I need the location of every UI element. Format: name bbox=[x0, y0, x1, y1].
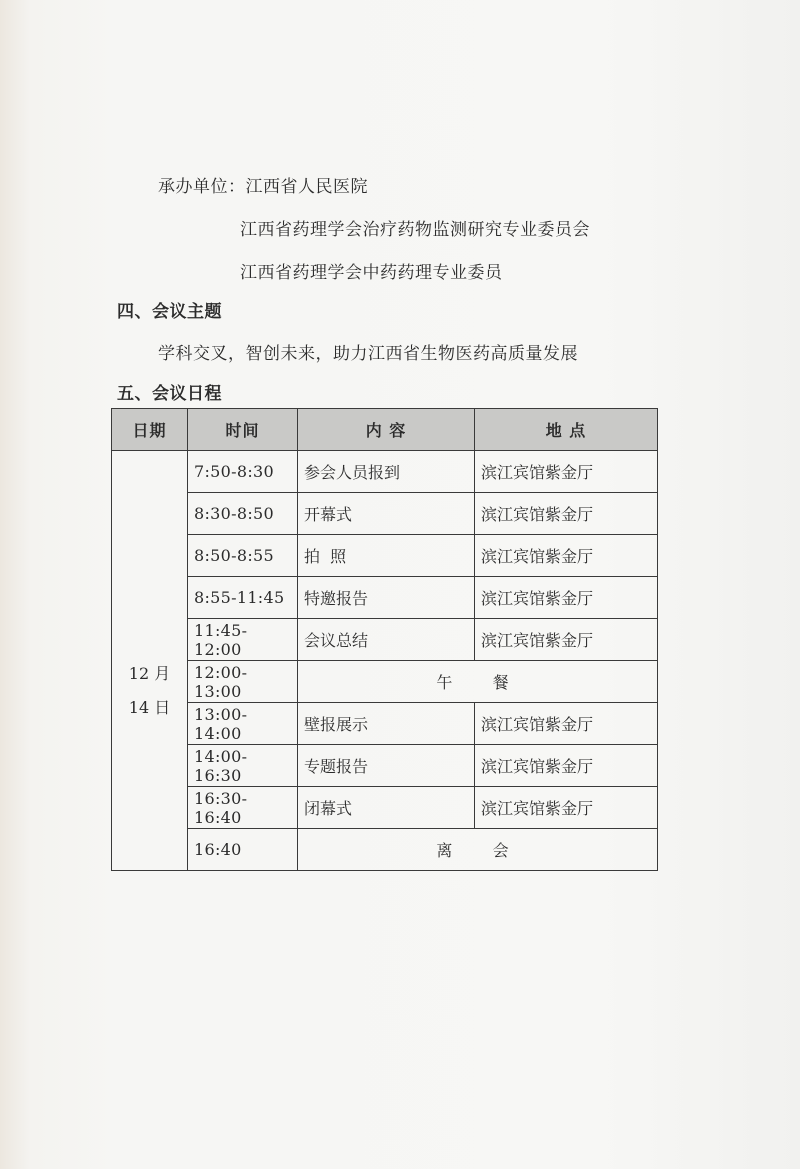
content-cell: 壁报展示 bbox=[298, 703, 475, 745]
location-cell: 滨江宾馆紫金厅 bbox=[475, 745, 658, 787]
column-header-date: 日期 bbox=[112, 409, 188, 451]
section-heading-schedule: 五、会议日程 bbox=[117, 384, 222, 404]
time-cell: 16:40 bbox=[188, 829, 298, 871]
time-cell: 14:00-16:30 bbox=[188, 745, 298, 787]
time-cell: 16:30-16:40 bbox=[188, 787, 298, 829]
content-cell: 拍 照 bbox=[298, 535, 475, 577]
time-cell: 7:50-8:30 bbox=[188, 451, 298, 493]
time-cell: 11:45-12:00 bbox=[188, 619, 298, 661]
organizer-item: 江西省人民医院 bbox=[245, 177, 368, 197]
table-row bbox=[112, 619, 658, 661]
location-cell: 滨江宾馆紫金厅 bbox=[475, 703, 658, 745]
content-cell: 特邀报告 bbox=[298, 577, 475, 619]
date-cell bbox=[112, 451, 188, 871]
time-cell: 8:55-11:45 bbox=[188, 577, 298, 619]
theme-text: 学科交叉，智创未来，助力江西省生物医药高质量发展 bbox=[158, 344, 578, 364]
location-cell: 滨江宾馆紫金厅 bbox=[475, 451, 658, 493]
location-cell: 滨江宾馆紫金厅 bbox=[475, 619, 658, 661]
table-row-lunch bbox=[112, 661, 658, 703]
table-header-row bbox=[112, 409, 658, 451]
content-cell: 开幕式 bbox=[298, 493, 475, 535]
table-row bbox=[112, 703, 658, 745]
column-header-content: 内 容 bbox=[298, 409, 475, 451]
section-heading-theme: 四、会议主题 bbox=[117, 302, 222, 322]
location-cell: 滨江宾馆紫金厅 bbox=[475, 535, 658, 577]
content-cell: 闭幕式 bbox=[298, 787, 475, 829]
time-cell: 12:00-13:00 bbox=[188, 661, 298, 703]
table-row bbox=[112, 451, 658, 493]
location-cell: 滨江宾馆紫金厅 bbox=[475, 577, 658, 619]
column-header-location: 地 点 bbox=[475, 409, 658, 451]
date-day: 14 日 bbox=[128, 697, 171, 717]
table-row bbox=[112, 745, 658, 787]
location-cell: 滨江宾馆紫金厅 bbox=[475, 493, 658, 535]
table-row bbox=[112, 535, 658, 577]
location-cell: 滨江宾馆紫金厅 bbox=[475, 787, 658, 829]
merged-event-cell: 离 会 bbox=[298, 829, 658, 871]
organizer-item: 江西省药理学会治疗药物监测研究专业委员会 bbox=[240, 220, 590, 240]
organizer-label: 承办单位： bbox=[158, 177, 246, 197]
date-month: 12 月 bbox=[128, 663, 171, 683]
merged-event-cell: 午 餐 bbox=[298, 661, 658, 703]
table-row bbox=[112, 787, 658, 829]
content-cell: 会议总结 bbox=[298, 619, 475, 661]
organizer-item: 江西省药理学会中药药理专业委员 bbox=[240, 263, 503, 283]
column-header-time: 时间 bbox=[188, 409, 298, 451]
time-cell: 8:30-8:50 bbox=[188, 493, 298, 535]
schedule-table bbox=[111, 408, 658, 871]
table-row bbox=[112, 577, 658, 619]
time-cell: 13:00-14:00 bbox=[188, 703, 298, 745]
table-row bbox=[112, 493, 658, 535]
time-cell: 8:50-8:55 bbox=[188, 535, 298, 577]
organizer-line-1 bbox=[158, 172, 368, 197]
content-cell: 专题报告 bbox=[298, 745, 475, 787]
table-row-departure bbox=[112, 829, 658, 871]
content-cell: 参会人员报到 bbox=[298, 451, 475, 493]
